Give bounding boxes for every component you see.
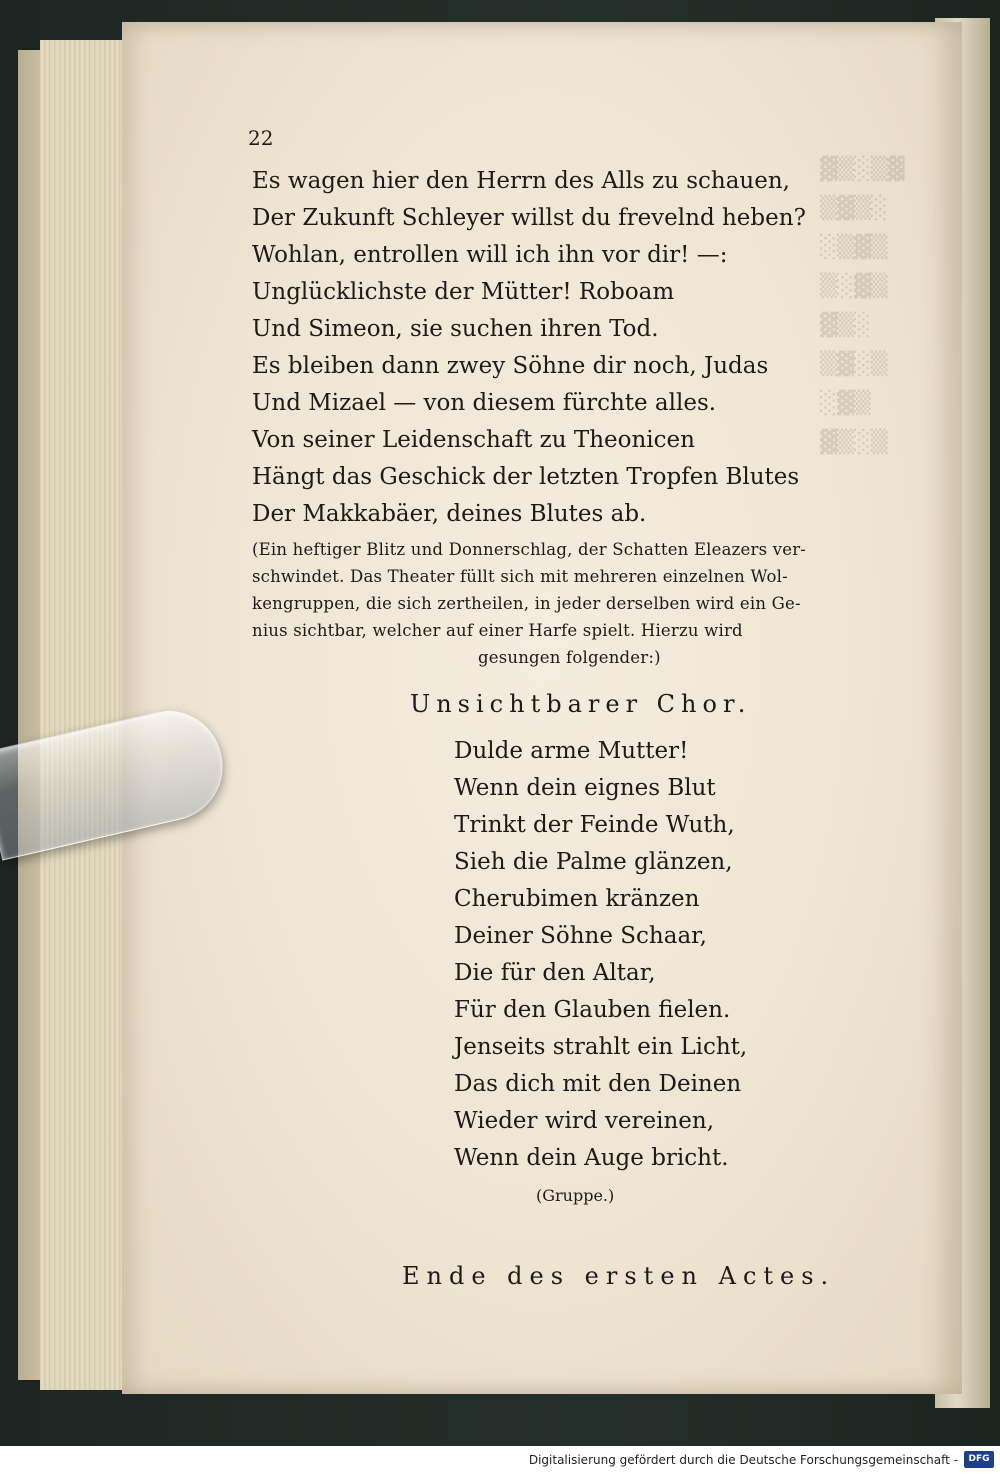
verse-line: Hängt das Geschick der letzten Tropfen Blutes (252, 464, 800, 490)
chorus-line: Dulde arme Mutter! (454, 738, 689, 764)
stage-direction-line: gesungen folgender:) (478, 648, 661, 667)
dfg-logo: DFG (964, 1451, 994, 1468)
show-through-bleed: ▓▒░▒▓ ▒▓▒░ ░▒▓▒ ▒░▓▒ ▓▒░ ▒▓░▒ ░▓▒ ▓▒░▒ (820, 157, 905, 455)
chorus-line: Wenn dein eignes Blut (454, 775, 716, 801)
stage-direction-line: nius sichtbar, welcher auf einer Harfe spielt. Hierzu wird (252, 621, 743, 640)
stage-note-gruppe: (Gruppe.) (536, 1186, 615, 1205)
verse-line: Und Simeon, sie suchen ihren Tod. (252, 316, 659, 342)
footer-credit: Digitalisierung gefördert durch die Deutsche Forschungsgemeinschaft - (528, 1453, 958, 1467)
chorus-line: Trinkt der Feinde Wuth, (454, 812, 735, 838)
verse-line: Unglücklichste der Mütter! Roboam (252, 279, 675, 305)
stage-direction-line: schwindet. Das Theater füllt sich mit mehreren einzelnen Wol- (252, 567, 788, 586)
chorus-line: Cherubimen kränzen (454, 886, 700, 912)
verse-line: Wohlan, entrollen will ich ihn vor dir! —: (252, 242, 728, 268)
verse-line: Und Mizael — von diesem fürchte alles. (252, 390, 717, 416)
chorus-line: Das dich mit den Deinen (454, 1071, 742, 1097)
chorus-line: Für den Glauben fielen. (454, 997, 731, 1023)
verse-line: Es wagen hier den Herrn des Alls zu schauen, (252, 168, 790, 194)
chorus-line: Deiner Söhne Schaar, (454, 923, 707, 949)
chorus-line: Jenseits strahlt ein Licht, (454, 1034, 748, 1060)
end-of-act: Ende des ersten Actes. (402, 1262, 836, 1290)
chorus-line: Wenn dein Auge bricht. (454, 1145, 729, 1171)
chorus-line: Sieh die Palme glänzen, (454, 849, 733, 875)
chorus-line: Die für den Altar, (454, 960, 656, 986)
verse-line: Von seiner Leidenschaft zu Theonicen (252, 427, 695, 453)
stage-direction-line: kengruppen, die sich zertheilen, in jeder derselben wird ein Ge- (252, 594, 801, 613)
chorus-line: Wieder wird vereinen, (454, 1108, 715, 1134)
page-number: 22 (248, 126, 274, 150)
stage-direction-line: (Ein heftiger Blitz und Donnerschlag, der Schatten Eleazers ver- (252, 540, 807, 559)
verse-line: Der Zukunft Schleyer willst du frevelnd heben? (252, 205, 806, 231)
chorus-heading: Unsichtbarer Chor. (410, 690, 752, 718)
verse-line: Es bleiben dann zwey Söhne dir noch, Judas (252, 353, 769, 379)
verse-line: Der Makkabäer, deines Blutes ab. (252, 501, 647, 527)
